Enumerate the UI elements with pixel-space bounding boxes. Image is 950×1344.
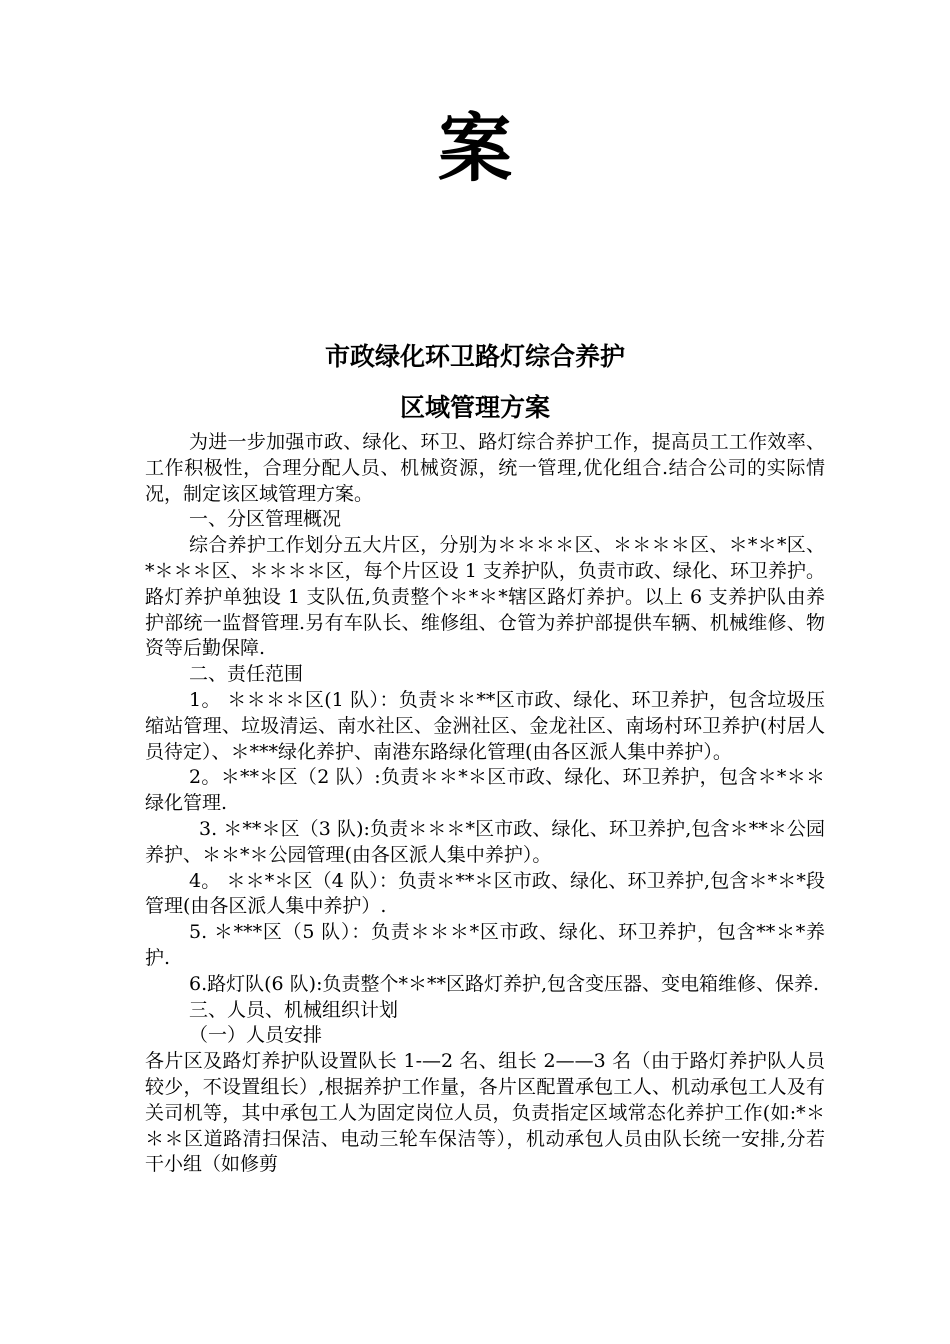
list-item-team-1: 1。 ＊＊＊＊区(1 队）：负责＊＊**区市政、绿化、环卫养护，包含垃圾压缩站管理、垃圾清运、南水社区、金洲社区、金龙社区、南场村环卫养护(村居人员待定）、＊***绿化养护、南港东路绿化管理(由各区派人集中养护）。 xyxy=(145,688,825,763)
subsection-heading-1: （一）人员安排 xyxy=(189,1024,323,1047)
document-body xyxy=(145,430,825,1178)
intro-paragraph: 为进一步加强市政、绿化、环卫、路灯综合养护工作，提高员工工作效率、工作积极性，合理分配人员、机械资源，统一管理,优化组合.结合公司的实际情况，制定该区域管理方案。 xyxy=(145,431,825,505)
paragraph-staffing: 各片区及路灯养护队设置队长 1-—2 名、组长 2——3 名（由于路灯养护队人员较少，不设置组长）,根据养护工作量，各片区配置承包工人、机动承包工人及有关司机等，其中承包工人为固定岗位人员，负责指定区域常态化养护工作(如:*＊＊＊区道路清扫保洁、电动三轮车保洁等），机动承包人员由队长统一安排,分若干小组（如修剪 xyxy=(145,1050,825,1176)
page-big-title: 案 xyxy=(438,106,512,192)
section-heading-3: 三、人员、机械组织计划 xyxy=(189,998,399,1021)
list-item-team-4: 4。 ＊＊*＊区（4 队）：负责＊**＊区市政、绿化、环卫养护,包含＊*＊*段管理(由各区派人集中养护）. xyxy=(145,869,825,918)
section-heading-1: 一、分区管理概况 xyxy=(189,508,342,531)
document-title-line-2: 区域管理方案 xyxy=(399,393,550,422)
paragraph-zones-overview: 综合养护工作划分五大片区，分别为＊＊＊＊区、＊＊＊＊区、＊*＊*区、*＊＊＊区、＊＊＊＊区，每个片区设 1 支养护队，负责市政、绿化、环卫养护。路灯养护单独设 1 支队伍,负责整个＊*＊*辖区路灯养护。以上 6 支养护队由养护部统一监督管理.另有车队长、维修组、仓管为养护部提供车辆、机械维修、物资等后勤保障. xyxy=(145,534,825,660)
list-item-team-2: 2。＊**＊区（2 队）:负责＊＊*＊区市政、绿化、环卫养护，包含＊*＊＊绿化管理. xyxy=(145,766,825,815)
list-item-team-5: 5. ＊***区（5 队）：负责＊＊＊*区市政、绿化、环卫养护，包含**＊*养护. xyxy=(145,921,825,969)
document-title-line-1: 市政绿化环卫路灯综合养护 xyxy=(324,342,625,371)
list-item-team-6: 6.路灯队(6 队):负责整个*＊**区路灯养护,包含变压器、变电箱维修、保养. xyxy=(189,972,820,995)
list-item-team-3: 3. ＊**＊区（3 队):负责＊＊＊*区市政、绿化、环卫养护,包含＊**＊公园养护、＊＊*＊公园管理(由各区派人集中养护）。 xyxy=(145,817,825,866)
section-heading-2: 二、责任范围 xyxy=(189,663,304,686)
